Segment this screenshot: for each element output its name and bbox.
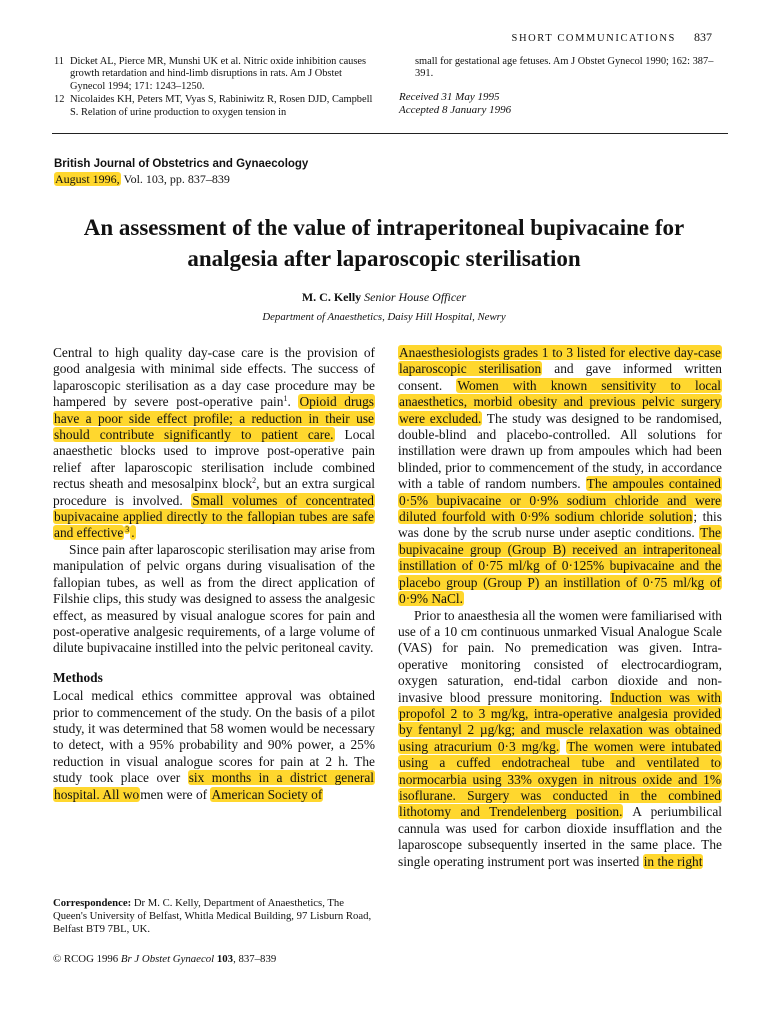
citation-superscript: 3 [125, 525, 130, 535]
received-date: Received 31 May 1995 [399, 90, 500, 103]
reference-number: 11 [54, 56, 65, 67]
highlighted-text: American Society of [211, 786, 323, 802]
text-run: . [287, 394, 299, 410]
correspondence-text: Dr M. C. Kelly, Department of Anaesthetics, The Queen's University of Belfast, Whitla Medical Building, 97 Lisburn Road, Belfast BT9 7BL, UK. [53, 897, 372, 935]
text-run: men were of [140, 786, 211, 802]
body-column-right [398, 345, 722, 870]
highlighted-text: Small volumes of concentrated bupivacaine applied directly to the fallopian tubes are safe and effective [54, 492, 374, 541]
text-run: ; this was done by the scrub nurse under aseptic conditions. [398, 509, 722, 541]
text-run: The study was designed to be randomised, double-blind and placebo-controlled. All solutions for instillation were drawn up from ampoules which had been blinded, prior to commencement of the study, in accordance with a table of random numbers. [398, 410, 722, 492]
copyright-journal: Br J Obstet Gynaecol [120, 953, 215, 965]
author-role: Senior House Officer [364, 290, 467, 304]
submission-dates [399, 91, 724, 117]
highlighted-text: Women with known sensitivity to local anaesthetics, morbid obesity and previous pelvic surgery were excluded. [399, 377, 721, 426]
journal-citation [54, 157, 308, 187]
copyright-prefix: © RCOG 1996 [53, 953, 121, 965]
reference-number: 12 [54, 94, 65, 106]
text-run: Since pain after laparoscopic sterilisation may arise from manipulation of pelvic organs during visualisation of the fallopian tubes, as well as from the direct application of Filshie clips, this study was designed to assess the analgesic effect, as measured by visual analogue scores for pain and post-operative analgesic requirements, of a large volume of dilute bupivacaine instilled into the pelvic peritoneal cavity. [53, 541, 375, 656]
running-header [512, 30, 713, 45]
text-run: Local anaesthetic blocks used to improve post-operative pain relief after laparoscopic sterilisation include combined rectus sheath and mesosalpinx block [53, 427, 375, 492]
text-run: Central to high quality day-case care is the provision of good analgesia with minimal side effects. The success of laparoscopic sterilisation as a day case procedure may be hampered by severe post-operative pain [53, 345, 375, 410]
author-line [0, 290, 768, 305]
header-divider [52, 133, 728, 134]
journal-volume-pages: Vol. 103, pp. 837–839 [120, 172, 230, 186]
reference-item [54, 56, 374, 93]
copyright-line [53, 953, 276, 965]
page-number: 837 [694, 30, 712, 44]
text-run: Prior to anaesthesia all the women were familiarised with use of a 10 cm continuous unmarked Visual Analogue Scale (VAS) for pain. No premedication was given. Intra-operative monitoring consisted of electrocardiogram, oxygen saturation, end-tidal carbon dioxide and non-invasive blood pressure monitoring. [398, 607, 722, 705]
reference-item [54, 94, 374, 119]
highlighted-text: . [131, 525, 135, 541]
author-name: M. C. Kelly [301, 290, 362, 304]
highlighted-text: Induction was with propofol 2 to 3 mg/kg, intra-operative analgesia provided by fentanyl 2 µg/kg; and muscle relaxation was obtained using atracurium 0·3 mg/kg. [399, 689, 721, 754]
text-run: Local medical ethics committee approval was obtained prior to commencement of the study. On the basis of a pilot study, it was determined that 58 women would be necessary to detect, with a 95% probability and 90% power, a 25% reduction in visual analogue scores for pain at 2 h. The study took place over [53, 688, 375, 786]
body-column-left [53, 345, 375, 803]
correspondence-note [53, 897, 375, 936]
citation-superscript: 1 [283, 394, 288, 404]
article-title: An assessment of the value of intraperitoneal bupivacaine for analgesia after laparoscopic sterilisation [83, 215, 685, 271]
reference-text: Nicolaides KH, Peters MT, Vyas S, Rabiniwitz R, Rosen DJD, Campbell S. Relation of urine production to oxygen tension in [70, 94, 373, 118]
copyright-volume: 103 [214, 953, 234, 965]
paragraph [398, 345, 722, 608]
reference-text: Dicket AL, Pierce MR, Munshi UK et al. Nitric oxide inhibition causes growth retardation and hind-limb disruptions in rats. Am J Obstet Gynecol 1994; 171: 1243–1250. [70, 56, 367, 92]
section-heading: Methods [53, 669, 103, 685]
highlighted-text: Anaesthesiologists grades 1 to 3 listed for elective day-case laparoscopic sterilisation [399, 345, 721, 377]
section-label: SHORT COMMUNICATIONS [511, 33, 676, 44]
highlighted-text: The ampoules contained 0·5% bupivacaine or 0·9% sodium chloride and were diluted fourfold with 0·9% sodium chloride solution [399, 476, 721, 525]
copyright-pages: , 837–839 [233, 953, 277, 965]
paragraph [53, 345, 375, 542]
text-run: A periumbilical cannula was used for carbon dioxide insufflation and the laparoscope subsequently inserted in the same place. The single operating instrument port was inserted [398, 804, 723, 869]
journal-date: August 1996, [55, 172, 120, 186]
highlighted-text: The bupivacaine group (Group B) received an intraperitoneal instillation of 0·75 ml/kg of 0·125% bupivacaine and the placebo group (Group P) an instillation of 0·75 ml/kg of 0·9% NaCl. [399, 525, 721, 607]
highlighted-text: six months in a district general hospital. All wo [54, 770, 374, 802]
text-run: and gave informed written consent. [398, 361, 723, 393]
paragraph [53, 542, 375, 657]
reference-column-left [54, 56, 374, 120]
text-run: , but an extra surgical procedure is involved. [53, 476, 375, 508]
citation-superscript: 2 [252, 476, 257, 486]
reference-column-right [399, 56, 724, 117]
highlighted-text: in the right [643, 853, 703, 869]
reference-continuation: small for gestational age fetuses. Am J Obstet Gynecol 1990; 162: 387–391. [415, 56, 714, 80]
correspondence-label: Correspondence: [53, 897, 132, 909]
author-affiliation: Department of Anaesthetics, Daisy Hill Hospital, Newry [262, 311, 506, 323]
paragraph [53, 688, 375, 803]
accepted-date: Accepted 8 January 1996 [399, 103, 512, 116]
highlighted-text: Opioid drugs have a poor side effect profile; a reduction in their use should contribute significantly to patient care. [54, 394, 374, 443]
paragraph [398, 608, 722, 871]
highlighted-text: The women were intubated using a cuffed endotracheal tube and ventilated to normocarbia using 33% oxygen in nitrous oxide and 1% isoflurane. Surgery was conducted in the combined lithotomy and Trendelenberg position. [399, 738, 721, 820]
journal-name: British Journal of Obstetrics and Gynaecology [54, 158, 309, 170]
